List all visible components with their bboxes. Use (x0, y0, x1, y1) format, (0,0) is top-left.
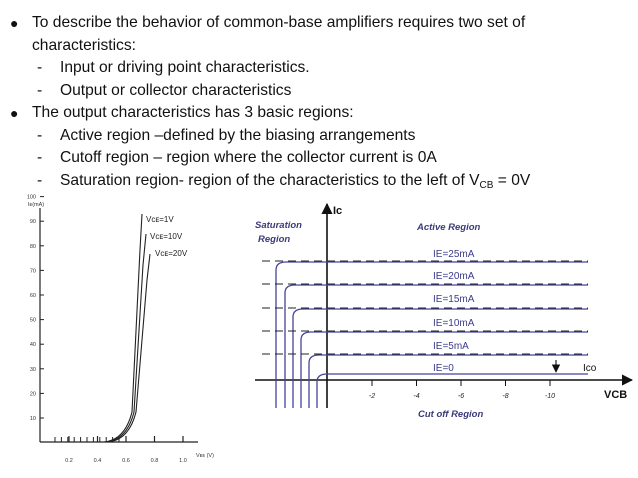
output-x-tick-label: -8 (502, 393, 509, 400)
input-y-tick-label: 30 (29, 366, 36, 373)
sub-bullet-text: Cutoff region – region where the collector current is 0A (60, 149, 437, 166)
output-x-label: VCB (604, 389, 628, 401)
input-y-label: Iᴇ(mA) (28, 202, 45, 208)
dash-icon: - (37, 149, 43, 166)
series-label-vce-1v: Vᴄᴇ=1V (146, 215, 174, 224)
input-y-tick-label: 40 (29, 342, 36, 349)
input-x-tick-label: 0.8 (150, 458, 159, 464)
bullet-text: The output characteristics has 3 basic regions: (32, 104, 354, 121)
input-y-tick-label: 70 (29, 268, 36, 275)
bullet-continuation: characteristics: (32, 36, 136, 54)
output-curve (317, 374, 588, 408)
input-y-tick-label: 100 (26, 194, 36, 201)
output-y-label: Ic (333, 205, 343, 217)
sub-bullet-text-post: = 0V (493, 171, 531, 189)
input-y-tick-label: 60 (29, 293, 36, 299)
sub-bullet-text: Output or collector characteristics (60, 81, 292, 99)
ie-curve-label: IE=5mA (433, 341, 469, 352)
ie-curve-label: IE=15mA (433, 294, 475, 305)
input-x-label: Vᴇᴇ (V) (196, 453, 214, 459)
saturation-region-label-2: Region (258, 234, 291, 245)
input-y-tick-label: 80 (29, 243, 36, 250)
ie-curve-label: IE=25mA (433, 249, 475, 260)
dash-icon: - (37, 81, 43, 99)
dash-icon: - (37, 59, 43, 76)
bullet-dot-icon: ● (10, 105, 19, 121)
input-x-tick-label: 0.4 (93, 458, 102, 464)
ie-curve-label: IE=0 (433, 363, 454, 374)
active-region-label: Active Region (417, 222, 481, 233)
bullet-dot-icon: ● (10, 15, 19, 31)
sub-bullet-text-pre: Saturation region- region of the characteristics to the left of V (60, 171, 480, 189)
input-characteristics-chart (27, 195, 214, 464)
input-curve-vce-10v (106, 234, 146, 442)
bullet-text: To describe the behavior of common-base amplifiers requires two set of (32, 14, 526, 31)
dash-icon: - (37, 171, 43, 189)
input-x-tick-label: 1.0 (179, 458, 187, 464)
output-x-tick-label: -10 (544, 393, 556, 400)
ie-curve-label: IE=10mA (433, 318, 475, 329)
series-label-vce-20v: Vᴄᴇ=20V (155, 249, 188, 258)
input-x-tick-label: 0.2 (65, 458, 73, 464)
input-y-tick-label: 10 (29, 416, 36, 422)
ie-curve-label: IE=20mA (433, 271, 475, 282)
input-y-tick-label: 20 (29, 391, 36, 398)
output-x-tick-label: -2 (368, 393, 376, 400)
vcb-subscript: CB (479, 179, 494, 191)
output-x-tick-label: -4 (413, 393, 420, 400)
sub-bullet-text: Input or driving point characteristics. (60, 59, 310, 76)
input-curve-vce-20v (108, 254, 150, 442)
series-label-vce-10v: Vᴄᴇ=10V (150, 232, 183, 241)
sub-bullet-text: Active region –defined by the biasing arrangements (60, 126, 416, 144)
input-y-tick-label: 90 (29, 219, 36, 226)
dash-icon: - (37, 126, 43, 144)
cutoff-region-label: Cut off Region (418, 409, 484, 420)
input-y-tick-label: 50 (29, 317, 36, 324)
output-characteristics-chart (255, 204, 632, 420)
input-x-tick-label: 0.6 (122, 458, 130, 464)
output-x-tick-label: -6 (457, 393, 465, 400)
ico-label: Ico (583, 363, 597, 374)
saturation-region-label: Saturation (255, 220, 302, 231)
